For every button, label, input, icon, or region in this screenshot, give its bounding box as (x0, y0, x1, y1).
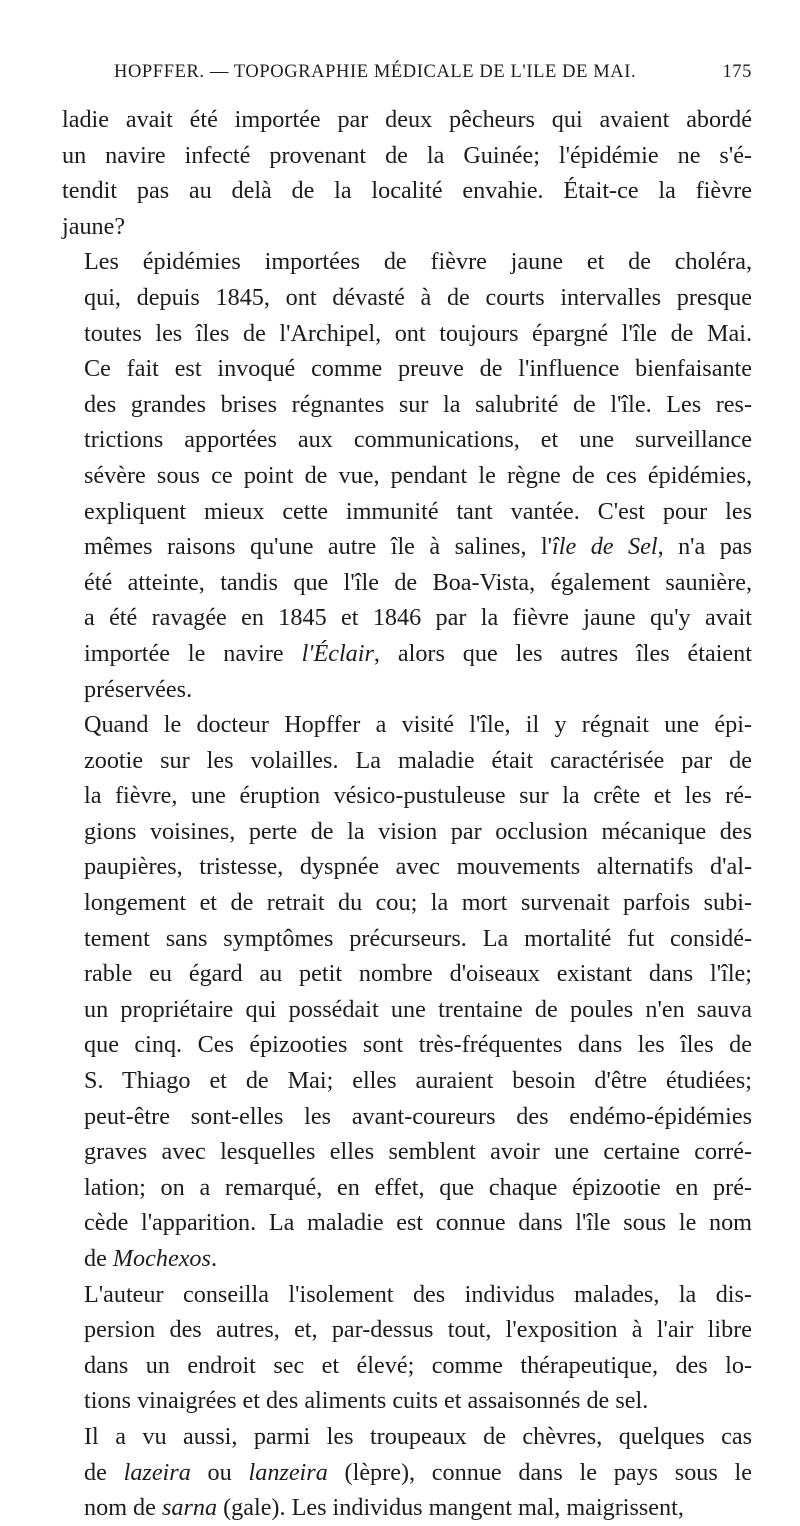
text-run: . (210, 1245, 217, 1272)
text-line (62, 565, 752, 601)
body-text (62, 102, 752, 1526)
text-line (62, 885, 752, 921)
text-run: trictions apportées aux communications, et une surveillance (84, 426, 752, 454)
text-line (62, 422, 752, 458)
running-head (114, 62, 752, 102)
text-line (62, 173, 752, 209)
italic-term: lazeira (123, 1458, 191, 1486)
text-run: peut-être sont-elles les avant-coureurs des endémo-épidémies (84, 1102, 752, 1130)
text-run: nom de (84, 1494, 162, 1522)
text-line (62, 280, 752, 316)
text-run: L'auteur conseilla l'isolement des individus malades, la dis- (84, 1280, 752, 1308)
text-run: Il a vu aussi, parmi les troupeaux de chèvres, quelques cas (84, 1422, 752, 1450)
page-number: 175 (722, 62, 752, 82)
text-run: (lèpre), connue dans le pays sous le (327, 1458, 752, 1486)
text-run: (gale). Les individus mangent mal, maigrissent, (217, 1494, 684, 1522)
text-run: été atteinte, tandis que l'île de Boa-Vista, également saunière, (84, 568, 752, 596)
text-run: de (84, 1245, 113, 1272)
text-line (62, 458, 752, 494)
text-line (62, 1027, 752, 1063)
text-run: cède l'apparition. La maladie est connue dans l'île sous le nom (84, 1209, 752, 1237)
text-line (62, 494, 752, 530)
text-line (62, 1205, 752, 1241)
text-run: Ce fait est invoqué comme preuve de l'influence bienfaisante (84, 355, 752, 383)
text-run: que cinq. Ces épizooties sont très-fréquentes dans les îles de (84, 1031, 752, 1059)
text-line (62, 1419, 752, 1455)
paragraph (62, 1419, 752, 1526)
text-run: rable eu égard au petit nombre d'oiseaux existant dans l'île; (84, 960, 752, 988)
text-run: préservées. (84, 675, 193, 703)
text-run: qui, depuis 1845, ont dévasté à de courts intervalles presque (84, 283, 752, 311)
text-run: S. Thiago et de Mai; elles auraient besoin d'être étudiées; (84, 1067, 752, 1095)
text-run: , n'a pas (657, 533, 752, 561)
italic-term: lanzeira (248, 1458, 328, 1486)
text-line (62, 849, 752, 885)
text-run: jaune? (62, 212, 126, 240)
text-line (62, 636, 752, 672)
paragraph (62, 102, 752, 244)
italic-term: sarna (161, 1494, 218, 1522)
text-line (62, 1348, 752, 1384)
paragraph (62, 707, 752, 1277)
italic-term: île de Sel (552, 533, 658, 561)
text-run: tement sans symptômes précurseurs. La mortalité fut considé- (84, 924, 752, 952)
text-run: paupières, tristesse, dyspnée avec mouvements alternatifs d'al- (84, 853, 752, 881)
text-run: tendit pas au delà de la localité envahie. Était-ce la fièvre (62, 177, 752, 205)
text-line (62, 600, 752, 636)
text-line (62, 1241, 752, 1277)
text-line (62, 244, 752, 280)
text-run: , alors que les autres îles étaient (373, 639, 752, 667)
text-run: mêmes raisons qu'une autre île à salines, l' (84, 533, 553, 561)
text-run: importée le navire (84, 639, 302, 667)
text-line (62, 1277, 752, 1313)
text-line (62, 1134, 752, 1170)
paragraph (62, 244, 752, 707)
text-run: gions voisines, perte de la vision par occlusion mécanique des (84, 817, 752, 845)
text-line (62, 102, 752, 138)
text-line (62, 1312, 752, 1348)
page (62, 62, 752, 1526)
text-line (62, 814, 752, 850)
text-line (62, 138, 752, 174)
text-run: expliquent mieux cette immunité tant vantée. C'est pour les (84, 497, 752, 525)
text-line (62, 1063, 752, 1099)
text-line (62, 921, 752, 957)
text-line (62, 529, 752, 565)
text-line (62, 778, 752, 814)
text-run: graves avec lesquelles elles semblent avoir une certaine corré- (84, 1138, 752, 1166)
text-run: toutes les îles de l'Archipel, ont toujours épargné l'île de Mai. (84, 319, 752, 347)
text-line (62, 1170, 752, 1206)
text-run: dans un endroit sec et élevé; comme thérapeutique, des lo- (84, 1351, 752, 1379)
italic-term: l'Éclair (301, 639, 374, 667)
text-run: lation; on a remarqué, en effet, que chaque épizootie en pré- (84, 1173, 752, 1201)
text-run: tions vinaigrées et des aliments cuits et assaisonnés de sel. (84, 1387, 649, 1415)
text-run: a été ravagée en 1845 et 1846 par la fièvre jaune qu'y avait (84, 604, 752, 632)
text-run: persion des autres, et, par-dessus tout, l'exposition à l'air libre (84, 1316, 752, 1344)
text-run: ou (190, 1458, 249, 1486)
text-line (62, 1383, 752, 1419)
paragraph (62, 1277, 752, 1419)
text-line (62, 672, 752, 708)
text-line (62, 1490, 752, 1526)
text-line (62, 351, 752, 387)
text-run: un navire infecté provenant de la Guinée; l'épidémie ne s'é- (62, 141, 752, 169)
text-line (62, 387, 752, 423)
text-line (62, 209, 752, 245)
text-run: ladie avait été importée par deux pêcheurs qui avaient abordé (62, 106, 752, 133)
text-line (62, 992, 752, 1028)
text-run: Quand le docteur Hopffer a visité l'île, il y régnait une épi- (84, 711, 752, 739)
text-line (62, 743, 752, 779)
text-line (62, 707, 752, 743)
text-run: sévère sous ce point de vue, pendant le règne de ces épidémies, (84, 461, 752, 489)
text-run: longement et de retrait du cou; la mort survenait parfois subi- (84, 889, 752, 917)
text-run: de (84, 1458, 124, 1486)
text-run: un propriétaire qui possédait une trentaine de poules n'en sauva (84, 995, 752, 1023)
text-run: zootie sur les volailles. La maladie était caractérisée par de (84, 746, 752, 774)
text-run: Les épidémies importées de fièvre jaune et de choléra, (84, 248, 752, 276)
italic-term: Mochexos (112, 1245, 211, 1272)
text-line (62, 1099, 752, 1135)
text-line (62, 956, 752, 992)
text-run: des grandes brises régnantes sur la salubrité de l'île. Les res- (84, 390, 752, 418)
text-run: la fièvre, une éruption vésico-pustuleuse sur la crête et les ré- (84, 782, 752, 810)
running-title: HOPFFER. — TOPOGRAPHIE MÉDICALE DE L'ILE DE MAI. (114, 62, 637, 82)
text-line (62, 316, 752, 352)
text-line (62, 1455, 752, 1491)
